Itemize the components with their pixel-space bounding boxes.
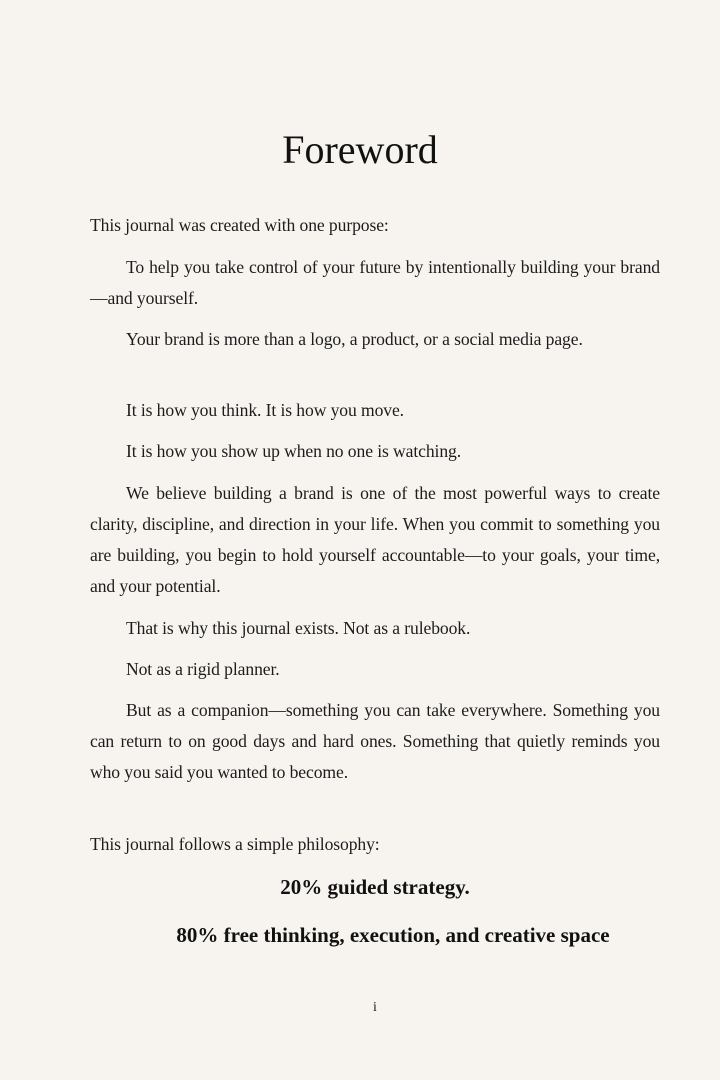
philosophy-line: 80% free thinking, execution, and creative space [176,923,610,947]
page-title: Foreword [282,127,438,172]
paragraph: This journal was created with one purpose: [90,215,389,235]
paragraph: Not as a rigid planner. [126,659,280,679]
paragraph: It is how you show up when no one is watching. [126,441,462,461]
paragraph: We believe building a brand is one of the most powerful ways to create clarity, discipline, and direction in your life. When you commit to something you are building, you begin to hold yourself accountable—to your goals, your time, and your potential. [90,483,660,596]
paragraph: This journal follows a simple philosophy: [90,834,380,854]
paragraph: Your brand is more than a logo, a product, or a social media page. [126,329,583,349]
paragraph: To help you take control of your future by intentionally building your brand—and yourself. [90,257,660,308]
page-number: i [373,1000,377,1015]
paragraph: It is how you think. It is how you move. [126,400,404,420]
paragraph: That is why this journal exists. Not as a rulebook. [126,618,471,638]
paragraph: But as a companion—something you can take everywhere. Something you can return to on good days and hard ones. Something that quietly reminds you who you said you wanted to become. [90,700,660,782]
philosophy-line: 20% guided strategy. [280,875,470,899]
